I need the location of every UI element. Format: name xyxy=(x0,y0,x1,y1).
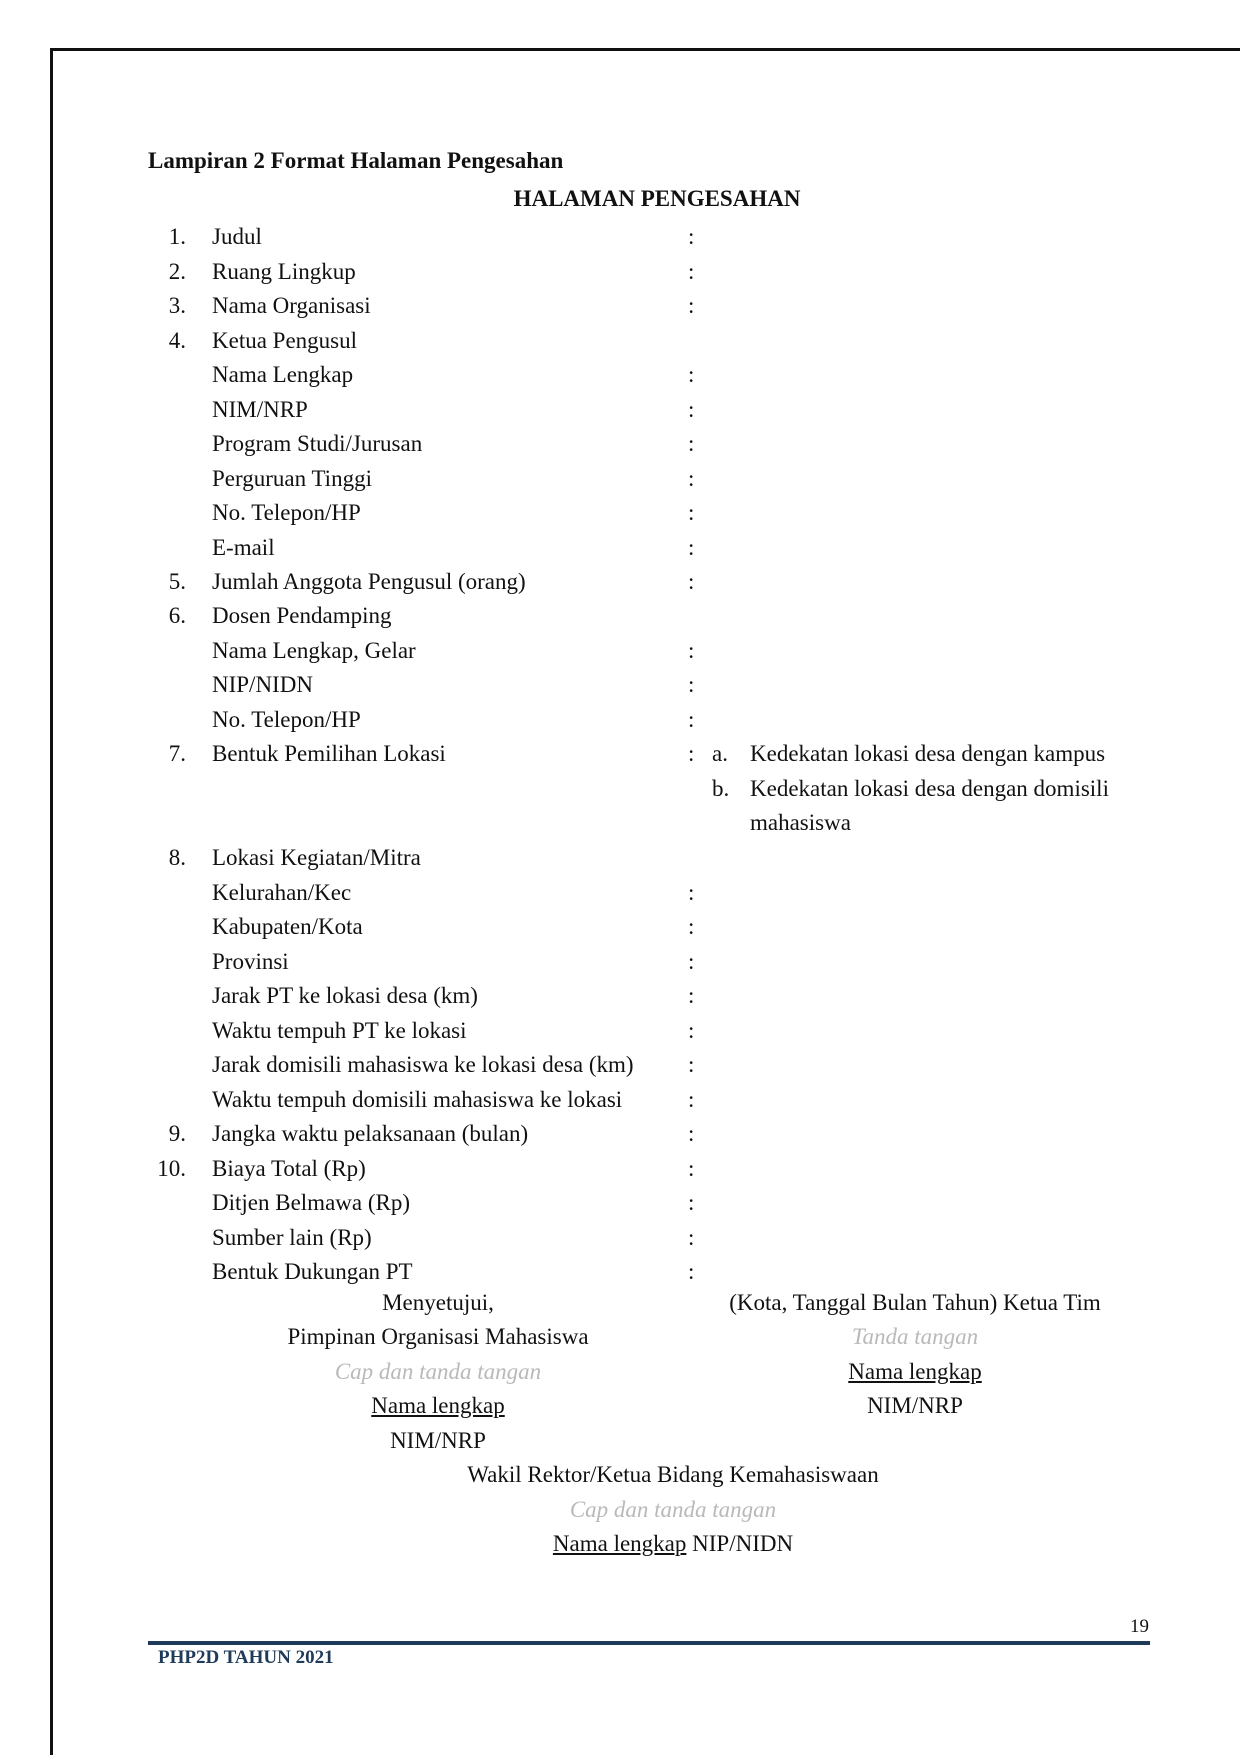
form-row xyxy=(0,737,1240,771)
colon: : xyxy=(688,466,695,491)
colon: : xyxy=(688,949,695,974)
stamp-signature-placeholder: Cap dan tanda tangan xyxy=(334,1359,542,1384)
form-row xyxy=(0,1152,1240,1186)
form-row xyxy=(0,289,1240,323)
option-text: Kedekatan lokasi desa dengan kampus xyxy=(750,741,1106,766)
form-row xyxy=(0,841,1240,875)
colon: : xyxy=(688,1121,695,1146)
item-label: Judul xyxy=(212,224,262,249)
form-row xyxy=(0,945,1240,979)
item-number: 6. xyxy=(168,603,186,628)
colon: : xyxy=(688,569,695,594)
item-label: Provinsi xyxy=(212,949,289,974)
form-row xyxy=(0,772,1240,806)
form-row xyxy=(0,979,1240,1013)
form-row xyxy=(0,324,1240,358)
form-row xyxy=(0,427,1240,461)
option-text: mahasiswa xyxy=(750,810,851,835)
item-label: Program Studi/Jurusan xyxy=(212,431,423,456)
signer-title: Pimpinan Organisasi Mahasiswa xyxy=(287,1324,589,1349)
colon: : xyxy=(688,1225,695,1250)
signer-id: NIP/NIDN xyxy=(692,1531,794,1556)
item-number: 7. xyxy=(168,741,186,766)
colon: : xyxy=(688,1018,695,1043)
form-row xyxy=(0,462,1240,496)
item-label: Jumlah Anggota Pengusul (orang) xyxy=(212,569,526,594)
item-label: E-mail xyxy=(212,535,275,560)
item-number: 3. xyxy=(168,293,186,318)
form-row xyxy=(0,496,1240,530)
footer-rule xyxy=(148,1641,1150,1645)
item-number: 1. xyxy=(168,224,186,249)
colon: : xyxy=(688,397,695,422)
item-label: Bentuk Dukungan PT xyxy=(212,1259,413,1284)
item-label: Jarak domisili mahasiswa ke lokasi desa (km) xyxy=(212,1052,634,1077)
item-label: NIM/NRP xyxy=(212,397,308,422)
form-row xyxy=(0,255,1240,289)
item-label: Ruang Lingkup xyxy=(212,259,356,284)
item-label: Jangka waktu pelaksanaan (bulan) xyxy=(212,1121,529,1146)
signer-name: Nama lengkap xyxy=(552,1531,687,1556)
footer-text: PHP2D TAHUN 2021 xyxy=(158,1647,334,1668)
item-number: 9. xyxy=(168,1121,186,1146)
appendix-heading: Lampiran 2 Format Halaman Pengesahan xyxy=(148,148,564,173)
item-label: Nama Lengkap, Gelar xyxy=(212,638,416,663)
option-letter: a. xyxy=(712,741,728,766)
form-row xyxy=(0,599,1240,633)
item-label: Lokasi Kegiatan/Mitra xyxy=(212,845,421,870)
colon: : xyxy=(688,1190,695,1215)
colon: : xyxy=(688,293,695,318)
colon: : xyxy=(688,1052,695,1077)
form-row xyxy=(0,565,1240,599)
item-label: Nama Lengkap xyxy=(212,362,354,387)
item-label: Waktu tempuh PT ke lokasi xyxy=(212,1018,467,1043)
colon: : xyxy=(688,741,695,766)
form-row xyxy=(0,1221,1240,1255)
form-row xyxy=(0,910,1240,944)
colon: : xyxy=(688,1087,695,1112)
item-label: Jarak PT ke lokasi desa (km) xyxy=(212,983,478,1008)
item-label: Nama Organisasi xyxy=(212,293,371,318)
form-row xyxy=(0,1014,1240,1048)
form-row xyxy=(0,806,1240,840)
form-row xyxy=(0,531,1240,565)
item-label: NIP/NIDN xyxy=(212,672,313,697)
colon: : xyxy=(688,259,695,284)
item-label: Ketua Pengusul xyxy=(212,328,358,353)
signer-id: NIM/NRP xyxy=(867,1393,963,1418)
colon: : xyxy=(688,224,695,249)
page-title: HALAMAN PENGESAHAN xyxy=(513,186,801,211)
item-label: Sumber lain (Rp) xyxy=(212,1225,372,1250)
item-label: No. Telepon/HP xyxy=(212,707,361,732)
signature-placeholder: Tanda tangan xyxy=(851,1324,979,1349)
item-number: 4. xyxy=(168,328,186,353)
form-row xyxy=(0,1186,1240,1220)
form-row xyxy=(0,876,1240,910)
item-label: Dosen Pendamping xyxy=(212,603,392,628)
item-label: Bentuk Pemilihan Lokasi xyxy=(212,741,446,766)
option-letter: b. xyxy=(712,776,730,801)
form-row xyxy=(0,1083,1240,1117)
stamp-signature-placeholder: Cap dan tanda tangan xyxy=(569,1497,777,1522)
colon: : xyxy=(688,1259,695,1284)
colon: : xyxy=(688,500,695,525)
form-row xyxy=(0,1048,1240,1082)
colon: : xyxy=(688,914,695,939)
form-row xyxy=(0,220,1240,254)
colon: : xyxy=(688,431,695,456)
item-label: Perguruan Tinggi xyxy=(212,466,372,491)
form-row xyxy=(0,393,1240,427)
form-row xyxy=(0,1117,1240,1151)
form-row xyxy=(0,668,1240,702)
item-label: Waktu tempuh domisili mahasiswa ke lokasi xyxy=(212,1087,623,1112)
item-number: 5. xyxy=(168,569,186,594)
option-text: Kedekatan lokasi desa dengan domisili xyxy=(750,776,1109,801)
colon: : xyxy=(688,535,695,560)
item-label: Ditjen Belmawa (Rp) xyxy=(212,1190,411,1215)
item-label: No. Telepon/HP xyxy=(212,500,361,525)
signer-name: Nama lengkap xyxy=(371,1393,505,1418)
colon: : xyxy=(688,362,695,387)
approval-label: Menyetujui, xyxy=(382,1290,494,1315)
place-date-label: (Kota, Tanggal Bulan Tahun) Ketua Tim xyxy=(729,1290,1101,1315)
form-row xyxy=(0,634,1240,668)
page-border-top xyxy=(50,48,1240,51)
item-label: Kabupaten/Kota xyxy=(212,914,363,939)
colon: : xyxy=(688,707,695,732)
colon: : xyxy=(688,672,695,697)
item-label: Biaya Total (Rp) xyxy=(212,1156,366,1181)
colon: : xyxy=(688,1156,695,1181)
page-number: 19 xyxy=(1130,1616,1149,1637)
item-number: 10. xyxy=(157,1156,186,1181)
colon: : xyxy=(688,880,695,905)
form-row xyxy=(0,1255,1240,1289)
item-label: Kelurahan/Kec xyxy=(212,880,352,905)
signer-title: Wakil Rektor/Ketua Bidang Kemahasiswaan xyxy=(467,1462,879,1487)
form-row xyxy=(0,703,1240,737)
form-row xyxy=(0,358,1240,392)
colon: : xyxy=(688,638,695,663)
signer-id: NIM/NRP xyxy=(390,1428,486,1453)
colon: : xyxy=(688,983,695,1008)
item-number: 2. xyxy=(168,259,186,284)
signer-name: Nama lengkap xyxy=(848,1359,982,1384)
item-number: 8. xyxy=(168,845,186,870)
